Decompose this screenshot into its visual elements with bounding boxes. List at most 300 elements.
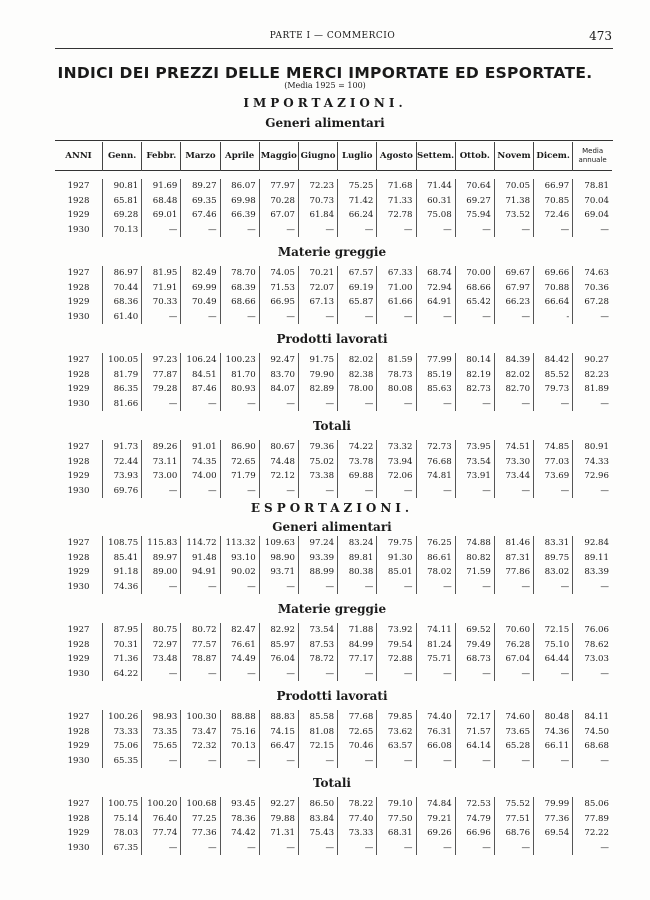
value-cell: — [573, 310, 612, 325]
value-cell: 69.27 [455, 194, 494, 209]
value-cell: 70.04 [573, 194, 612, 209]
value-cell: 84.07 [259, 382, 298, 397]
value-cell: 71.36 [103, 652, 142, 667]
value-cell: 73.35 [142, 725, 181, 740]
value-cell: — [534, 667, 573, 682]
value-cell: 114.72 [181, 536, 220, 551]
value-cell: 68.66 [220, 295, 259, 310]
value-cell: 70.13 [103, 223, 142, 238]
value-cell: 67.46 [181, 208, 220, 223]
value-cell: 94.91 [181, 565, 220, 580]
value-cell: 77.89 [573, 812, 612, 827]
table-row [55, 754, 612, 769]
value-cell: 74.81 [416, 469, 455, 484]
value-cell: — [494, 667, 533, 682]
value-cell: 100.26 [103, 710, 142, 725]
value-cell: 71.31 [259, 826, 298, 841]
value-cell: 81.24 [416, 638, 455, 653]
value-cell: 73.94 [377, 455, 416, 470]
value-cell: 81.79 [103, 368, 142, 383]
year-cell: 1929 [67, 471, 90, 482]
value-cell: 70.13 [220, 739, 259, 754]
value-cell: — [494, 223, 533, 238]
value-cell: 76.61 [220, 638, 259, 653]
value-cell: 78.62 [573, 638, 612, 653]
value-cell: — [455, 841, 494, 856]
value-cell: — [298, 397, 337, 412]
value-cell: 85.58 [298, 710, 337, 725]
column-header: Genn. [103, 142, 142, 171]
column-header: Media annuale [573, 142, 612, 171]
year-cell: 1930 [67, 581, 90, 592]
value-cell: 67.35 [103, 841, 142, 856]
value-cell: 78.70 [220, 266, 259, 281]
value-cell: — [338, 397, 377, 412]
value-cell: 80.93 [220, 382, 259, 397]
value-cell: 100.68 [181, 797, 220, 812]
value-cell: 66.23 [494, 295, 533, 310]
value-cell: 71.42 [338, 194, 377, 209]
value-cell: — [416, 223, 455, 238]
value-cell: 83.70 [259, 368, 298, 383]
value-cell: 80.08 [377, 382, 416, 397]
value-cell: 90.02 [220, 565, 259, 580]
value-cell: 68.66 [455, 281, 494, 296]
value-cell: 92.47 [259, 353, 298, 368]
value-cell: 74.22 [338, 440, 377, 455]
value-cell: 83.31 [534, 536, 573, 551]
value-cell: — [298, 310, 337, 325]
value-cell: 74.42 [220, 826, 259, 841]
value-cell: 71.79 [220, 469, 259, 484]
value-cell: — [534, 484, 573, 499]
value-cell: 66.08 [416, 739, 455, 754]
value-cell: — [494, 484, 533, 499]
value-cell: 68.48 [142, 194, 181, 209]
value-cell: 73.03 [573, 652, 612, 667]
value-cell: 72.46 [534, 208, 573, 223]
group-title-row [55, 411, 612, 440]
group-title: Materie greggie [277, 601, 387, 616]
value-cell: — [573, 484, 612, 499]
value-cell: 81.66 [103, 397, 142, 412]
year-cell: 1929 [67, 384, 90, 395]
value-cell: 115.83 [142, 536, 181, 551]
value-cell: 73.52 [494, 208, 533, 223]
value-cell: 80.67 [259, 440, 298, 455]
value-cell: 75.43 [298, 826, 337, 841]
value-cell: 82.02 [494, 368, 533, 383]
value-cell: 72.73 [416, 440, 455, 455]
year-cell: 1928 [67, 369, 90, 380]
value-cell: 79.36 [298, 440, 337, 455]
value-cell: — [181, 754, 220, 769]
value-cell: 76.68 [416, 455, 455, 470]
value-cell: — [259, 484, 298, 499]
value-cell: — [220, 223, 259, 238]
value-cell: — [416, 310, 455, 325]
value-cell: — [416, 754, 455, 769]
year-cell: 1928 [67, 456, 90, 467]
table-row [55, 208, 612, 223]
value-cell: 73.47 [181, 725, 220, 740]
value-cell: 84.51 [181, 368, 220, 383]
value-cell: 73.65 [494, 725, 533, 740]
value-cell: 70.21 [298, 266, 337, 281]
value-cell: 70.36 [573, 281, 612, 296]
value-cell: — [142, 754, 181, 769]
value-cell: 88.83 [259, 710, 298, 725]
group-title: Totali [313, 418, 351, 433]
value-cell: — [220, 841, 259, 856]
value-cell: 74.63 [573, 266, 612, 281]
value-cell: 73.48 [142, 652, 181, 667]
value-cell: 76.31 [416, 725, 455, 740]
value-cell: — [377, 667, 416, 682]
value-cell: 71.53 [259, 281, 298, 296]
value-cell: — [494, 841, 533, 856]
value-cell: 108.75 [103, 536, 142, 551]
value-cell: 66.96 [455, 826, 494, 841]
year-cell: 1929 [67, 297, 90, 308]
value-cell: 82.19 [455, 368, 494, 383]
column-header: Agosto [377, 142, 416, 171]
value-cell: 69.54 [534, 826, 573, 841]
value-cell: 82.38 [338, 368, 377, 383]
value-cell: 81.46 [494, 536, 533, 551]
value-cell: 97.23 [142, 353, 181, 368]
value-cell: 77.86 [494, 565, 533, 580]
value-cell: 81.59 [377, 353, 416, 368]
value-cell: 70.46 [338, 739, 377, 754]
value-cell: — [573, 580, 612, 595]
value-cell: 74.50 [573, 725, 612, 740]
value-cell: 79.49 [455, 638, 494, 653]
value-cell: 98.93 [142, 710, 181, 725]
value-cell: 78.72 [298, 652, 337, 667]
value-cell [534, 841, 573, 856]
value-cell: 93.45 [220, 797, 259, 812]
value-cell: 100.20 [142, 797, 181, 812]
value-cell: 71.00 [377, 281, 416, 296]
value-cell: 100.75 [103, 797, 142, 812]
group-title: Generi alimentari [265, 116, 385, 130]
value-cell: 82.92 [259, 623, 298, 638]
value-cell: 73.33 [338, 826, 377, 841]
column-header: Settem. [416, 142, 455, 171]
table-row [55, 826, 612, 841]
value-cell: — [259, 310, 298, 325]
value-cell: 73.30 [494, 455, 533, 470]
value-cell: 72.96 [573, 469, 612, 484]
value-cell: 71.68 [377, 179, 416, 194]
value-cell: 72.15 [534, 623, 573, 638]
value-cell: 77.87 [142, 368, 181, 383]
table-row [55, 382, 612, 397]
column-header: Febbr. [142, 142, 181, 171]
year-cell: 1927 [67, 712, 90, 723]
value-cell: 72.88 [377, 652, 416, 667]
value-cell: 80.82 [455, 551, 494, 566]
value-cell: 72.22 [573, 826, 612, 841]
value-cell: — [416, 841, 455, 856]
value-cell: 82.89 [298, 382, 337, 397]
value-cell: — [416, 397, 455, 412]
value-cell: 82.47 [220, 623, 259, 638]
value-cell: 86.97 [103, 266, 142, 281]
value-cell: 89.75 [534, 551, 573, 566]
value-cell: — [494, 754, 533, 769]
value-cell: 89.00 [142, 565, 181, 580]
value-cell: 74.88 [455, 536, 494, 551]
value-cell: 77.51 [494, 812, 533, 827]
value-cell: 74.79 [455, 812, 494, 827]
value-cell: 66.39 [220, 208, 259, 223]
value-cell: 70.60 [494, 623, 533, 638]
value-cell: 72.12 [259, 469, 298, 484]
document-subtitle: (Media 1925 = 100) [284, 81, 366, 90]
document-title: INDICI DEI PREZZI DELLE MERCI IMPORTATE ED ESPORTATE. [57, 64, 593, 82]
group-title-row [55, 768, 612, 797]
value-cell: 77.03 [534, 455, 573, 470]
column-header: Maggio [259, 142, 298, 171]
value-cell: 79.88 [259, 812, 298, 827]
value-cell: 82.70 [494, 382, 533, 397]
value-cell: — [181, 397, 220, 412]
value-cell: 69.98 [220, 194, 259, 209]
table-row [55, 440, 612, 455]
value-cell: 73.69 [534, 469, 573, 484]
value-cell: — [534, 397, 573, 412]
value-cell: 66.11 [534, 739, 573, 754]
value-cell: — [455, 397, 494, 412]
table-row [55, 266, 612, 281]
value-cell: 78.22 [338, 797, 377, 812]
value-cell: 87.31 [494, 551, 533, 566]
value-cell: 67.33 [377, 266, 416, 281]
value-cell: 91.48 [181, 551, 220, 566]
table-row [55, 484, 612, 499]
value-cell: 88.88 [220, 710, 259, 725]
value-cell: 92.27 [259, 797, 298, 812]
value-cell: — [534, 580, 573, 595]
value-cell: 87.53 [298, 638, 337, 653]
value-cell: 91.69 [142, 179, 181, 194]
value-cell: 69.01 [142, 208, 181, 223]
value-cell: — [338, 667, 377, 682]
value-cell: 71.57 [455, 725, 494, 740]
year-cell: 1928 [67, 726, 90, 737]
value-cell: 78.00 [338, 382, 377, 397]
value-cell: 72.53 [455, 797, 494, 812]
table-row [55, 281, 612, 296]
value-cell: — [142, 397, 181, 412]
value-cell: 89.11 [573, 551, 612, 566]
value-cell: — [298, 667, 337, 682]
value-cell: 89.97 [142, 551, 181, 566]
value-cell: 70.33 [142, 295, 181, 310]
value-cell: 63.57 [377, 739, 416, 754]
value-cell: 73.92 [377, 623, 416, 638]
value-cell: — [455, 223, 494, 238]
value-cell: 79.10 [377, 797, 416, 812]
value-cell: — [220, 397, 259, 412]
value-cell: 85.06 [573, 797, 612, 812]
value-cell: 69.67 [494, 266, 533, 281]
value-cell: 69.52 [455, 623, 494, 638]
value-cell: — [220, 580, 259, 595]
section-title: ESPORTAZIONI. [250, 501, 414, 515]
column-header: Dicem. [534, 142, 573, 171]
value-cell: 73.91 [455, 469, 494, 484]
value-cell: 75.14 [103, 812, 142, 827]
value-cell: 73.00 [142, 469, 181, 484]
value-cell: 66.24 [338, 208, 377, 223]
value-cell: 78.36 [220, 812, 259, 827]
column-header: Luglio [338, 142, 377, 171]
value-cell: 77.36 [181, 826, 220, 841]
value-cell: 78.81 [573, 179, 612, 194]
value-cell: 91.18 [103, 565, 142, 580]
group-title: Generi alimentari [272, 520, 392, 534]
table-top-rule [55, 140, 613, 141]
value-cell: 79.85 [377, 710, 416, 725]
year-cell: 1930 [67, 842, 90, 853]
table-row [55, 797, 612, 812]
value-cell: 69.88 [338, 469, 377, 484]
value-cell: 66.47 [259, 739, 298, 754]
value-cell: 61.66 [377, 295, 416, 310]
value-cell: 73.62 [377, 725, 416, 740]
value-cell: 80.75 [142, 623, 181, 638]
value-cell: — [142, 310, 181, 325]
price-index-table [55, 142, 612, 855]
value-cell: 76.06 [573, 623, 612, 638]
table-row [55, 469, 612, 484]
value-cell: 75.08 [416, 208, 455, 223]
value-cell: 81.08 [298, 725, 337, 740]
value-cell: — [181, 223, 220, 238]
value-cell: 67.04 [494, 652, 533, 667]
value-cell: 74.33 [573, 455, 612, 470]
value-cell: 85.97 [259, 638, 298, 653]
value-cell: 69.35 [181, 194, 220, 209]
table-row [55, 397, 612, 412]
year-cell: 1930 [67, 668, 90, 679]
value-cell: 70.05 [494, 179, 533, 194]
value-cell: 93.10 [220, 551, 259, 566]
value-cell: 75.06 [103, 739, 142, 754]
value-cell: 86.07 [220, 179, 259, 194]
value-cell: 77.68 [338, 710, 377, 725]
value-cell: 85.63 [416, 382, 455, 397]
value-cell: 106.24 [181, 353, 220, 368]
value-cell: 70.73 [298, 194, 337, 209]
value-cell: 60.31 [416, 194, 455, 209]
group-title: Totali [313, 775, 351, 790]
value-cell: 77.99 [416, 353, 455, 368]
table-row [55, 223, 612, 238]
value-cell: — [338, 484, 377, 499]
year-cell: 1930 [67, 311, 90, 322]
column-header: Ottob. [455, 142, 494, 171]
value-cell: 64.91 [416, 295, 455, 310]
value-cell: 70.49 [181, 295, 220, 310]
value-cell: 73.54 [298, 623, 337, 638]
value-cell: 77.25 [181, 812, 220, 827]
value-cell: 98.90 [259, 551, 298, 566]
value-cell: — [494, 397, 533, 412]
value-cell: 61.40 [103, 310, 142, 325]
value-cell: 72.23 [298, 179, 337, 194]
value-cell: 77.50 [377, 812, 416, 827]
value-cell: — [416, 580, 455, 595]
value-cell: 67.28 [573, 295, 612, 310]
value-cell: — [142, 667, 181, 682]
value-cell: 68.31 [377, 826, 416, 841]
value-cell: 73.78 [338, 455, 377, 470]
value-cell: — [377, 754, 416, 769]
value-cell: — [573, 841, 612, 856]
group-title-row [55, 324, 612, 353]
value-cell: 67.13 [298, 295, 337, 310]
value-cell: 70.00 [455, 266, 494, 281]
value-cell: 74.48 [259, 455, 298, 470]
value-cell: 68.39 [220, 281, 259, 296]
value-cell: — [298, 580, 337, 595]
value-cell: 69.28 [103, 208, 142, 223]
value-cell: 69.99 [181, 281, 220, 296]
value-cell: — [377, 484, 416, 499]
value-cell: 70.85 [534, 194, 573, 209]
value-cell: — [338, 223, 377, 238]
value-cell: 86.50 [298, 797, 337, 812]
value-cell: - [534, 310, 573, 325]
table-row [55, 638, 612, 653]
value-cell: 73.33 [103, 725, 142, 740]
group-title-row [55, 518, 612, 536]
value-cell: 75.71 [416, 652, 455, 667]
value-cell: 80.72 [181, 623, 220, 638]
value-cell: 71.88 [338, 623, 377, 638]
group-title: Prodotti lavorati [276, 331, 388, 346]
table-row [55, 536, 612, 551]
value-cell: 71.38 [494, 194, 533, 209]
value-cell: — [298, 841, 337, 856]
value-cell: 71.91 [142, 281, 181, 296]
value-cell: 74.85 [534, 440, 573, 455]
value-cell: 80.91 [573, 440, 612, 455]
value-cell: 72.44 [103, 455, 142, 470]
value-cell: 93.71 [259, 565, 298, 580]
value-cell: 72.65 [220, 455, 259, 470]
table-row [55, 841, 612, 856]
value-cell: 74.49 [220, 652, 259, 667]
value-cell: 78.87 [181, 652, 220, 667]
column-header: ANNI [65, 151, 92, 161]
value-cell: 71.44 [416, 179, 455, 194]
value-cell: 65.28 [494, 739, 533, 754]
value-cell: 68.73 [455, 652, 494, 667]
value-cell: 84.39 [494, 353, 533, 368]
value-cell: 65.87 [338, 295, 377, 310]
value-cell: 77.74 [142, 826, 181, 841]
year-cell: 1928 [67, 639, 90, 650]
value-cell: 73.38 [298, 469, 337, 484]
value-cell: 85.41 [103, 551, 142, 566]
value-cell: 73.11 [142, 455, 181, 470]
value-cell: — [142, 580, 181, 595]
